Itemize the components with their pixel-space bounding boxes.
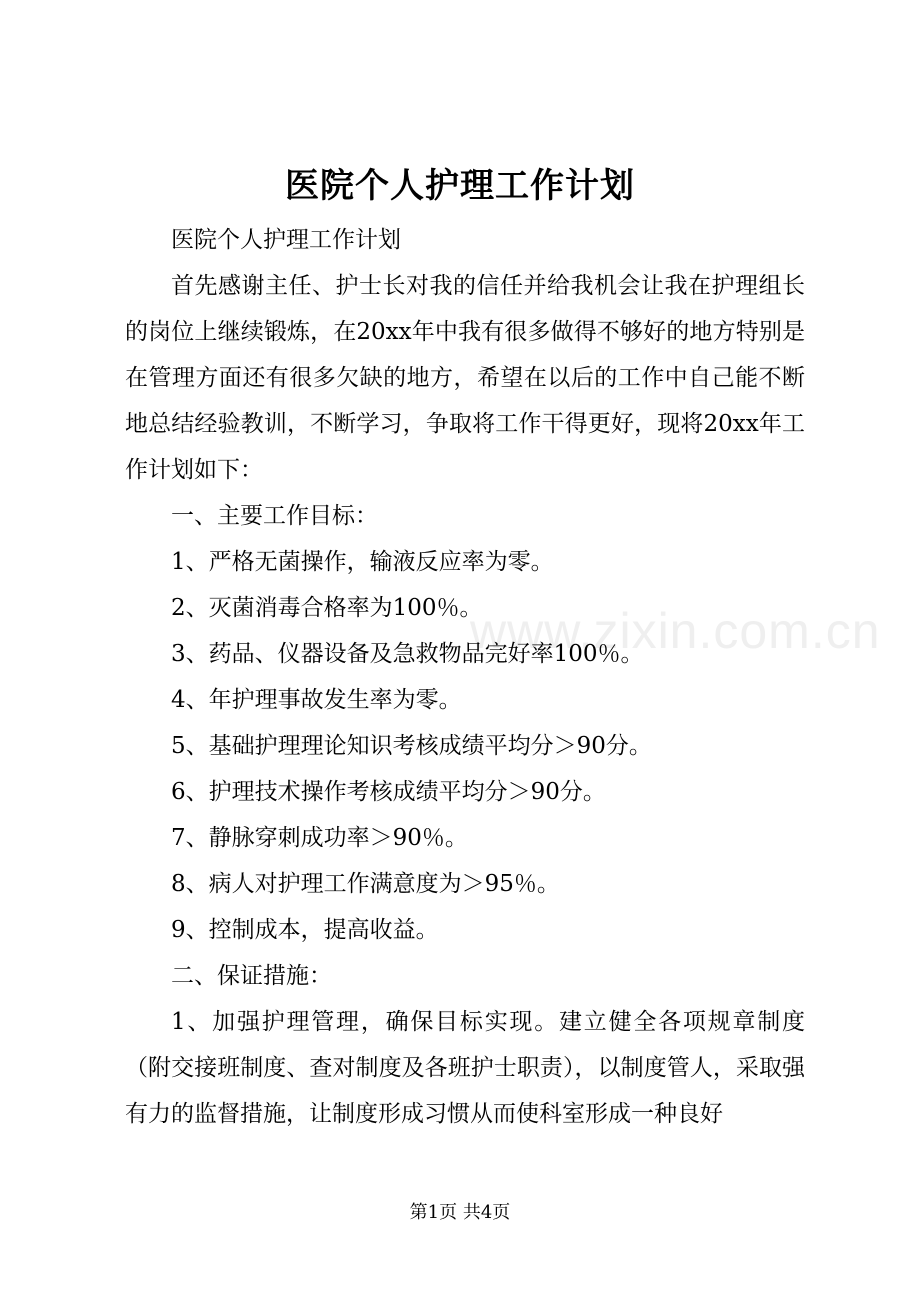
goal-item-7: 7、静脉穿刺成功率＞90％。: [171, 825, 468, 851]
page-footer: 第1页 共4页: [409, 1202, 511, 1223]
paragraph-subtitle: 医院个人护理工作计划: [171, 227, 401, 253]
page-title: 医院个人护理工作计划: [285, 166, 635, 206]
measure-item-1: 1、加强护理管理，确保目标实现。建立健全各项规章制度（附交接班制度、查对制度及各班护士职责），以制度管人，采取强有力的监督措施，让制度形成习惯从而使科室形成一种良好: [125, 1009, 805, 1127]
goal-item-6: 6、护理技术操作考核成绩平均分＞90分。: [171, 779, 606, 805]
goal-item-3: 3、药品、仪器设备及急救物品完好率100％。: [171, 641, 644, 667]
goal-item-8: 8、病人对护理工作满意度为＞95％。: [171, 871, 560, 897]
goal-item-4: 4、年护理事故发生率为零。: [171, 687, 462, 713]
goal-item-1: 1、严格无菌操作，输液反应率为零。: [171, 549, 554, 575]
goal-item-5: 5、基础护理理论知识考核成绩平均分＞90分。: [171, 733, 652, 759]
section-heading-measures: 二、保证措施：: [171, 963, 332, 989]
goal-item-9: 9、控制成本，提高收益。: [171, 917, 439, 943]
goal-item-2: 2、灭菌消毒合格率为100％。: [171, 595, 483, 621]
watermark: www.zixin.com.cn: [470, 603, 881, 659]
document-body: [125, 217, 805, 1137]
section-heading-goals: 一、主要工作目标：: [171, 503, 378, 529]
paragraph-intro: 首先感谢主任、护士长对我的信任并给我机会让我在护理组长的岗位上继续锻炼，在20xx年中我有很多做得不够好的地方特别是在管理方面还有很多欠缺的地方，希望在以后的工作中自己能不断地总结经验教训，不断学习，争取将工作干得更好，现将20xx年工作计划如下：: [125, 273, 805, 483]
